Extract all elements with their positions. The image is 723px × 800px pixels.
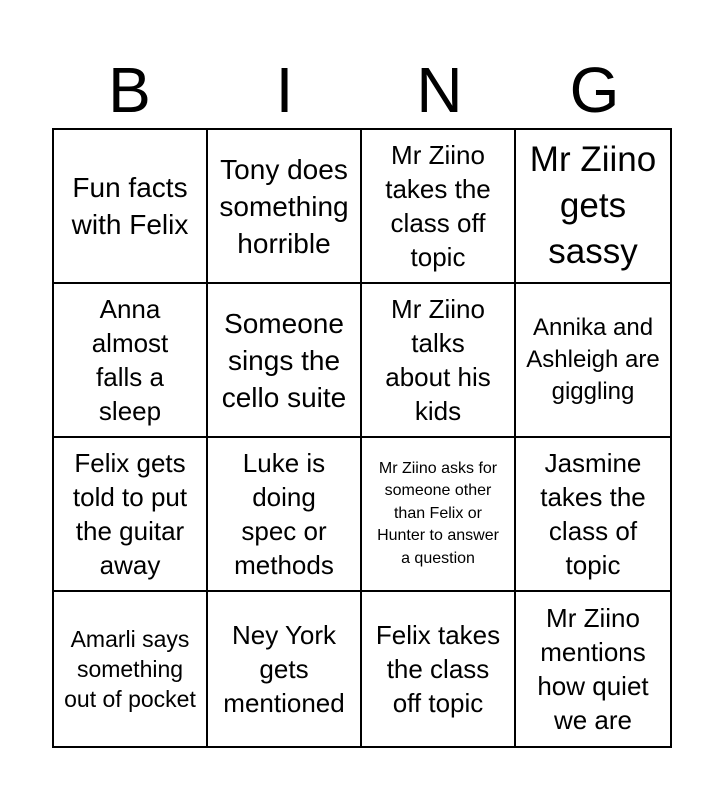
cell-text: Tony does something horrible — [219, 153, 349, 259]
header-letter-b: B — [108, 54, 151, 126]
bingo-cell[interactable] — [362, 284, 516, 438]
bingo-cell[interactable] — [54, 438, 208, 592]
bingo-cell[interactable] — [208, 284, 362, 438]
bingo-cell[interactable] — [362, 592, 516, 746]
cell-text: Jasmine takes the class of topic — [540, 448, 646, 580]
header-letter-g: G — [569, 54, 620, 126]
bingo-cell[interactable] — [362, 438, 516, 592]
header-letter-i: I — [275, 54, 294, 126]
bingo-cell[interactable] — [516, 438, 670, 592]
cell-text: Annika and Ashleigh are giggling — [526, 314, 660, 405]
bingo-cell[interactable] — [516, 284, 670, 438]
cell-text: Someone sings the cello suite — [221, 307, 347, 413]
cell-text: Mr Ziino takes the class off topic — [385, 140, 491, 272]
bingo-header — [52, 52, 672, 128]
bingo-cell[interactable] — [54, 284, 208, 438]
bingo-cell[interactable] — [516, 592, 670, 746]
bingo-cell[interactable] — [208, 438, 362, 592]
bingo-cell[interactable] — [208, 592, 362, 746]
bingo-cell[interactable] — [362, 130, 516, 284]
header-letter-n: N — [416, 54, 463, 126]
cell-text: Fun facts with Felix — [71, 172, 189, 240]
cell-text: Anna almost falls a sleep — [91, 294, 169, 426]
cell-text: Mr Ziino mentions how quiet we are — [537, 603, 649, 735]
bingo-cell[interactable] — [54, 592, 208, 746]
bingo-cell[interactable] — [208, 130, 362, 284]
cell-text: Ney York gets mentioned — [223, 620, 345, 718]
cell-text: Amarli says something out of pocket — [64, 626, 196, 712]
bingo-cell[interactable] — [516, 130, 670, 284]
cell-text: Mr Ziino gets sassy — [529, 140, 657, 271]
cell-text: Felix takes the class off topic — [375, 620, 501, 718]
cell-text: Mr Ziino talks about his kids — [385, 294, 491, 426]
bingo-card-grid — [52, 128, 672, 748]
cell-text: Mr Ziino asks for someone other than Felix or Hunter to answer a question — [377, 459, 499, 567]
bingo-cell[interactable] — [54, 130, 208, 284]
cell-text: Luke is doing spec or methods — [234, 448, 334, 580]
cell-text: Felix gets told to put the guitar away — [72, 448, 188, 580]
